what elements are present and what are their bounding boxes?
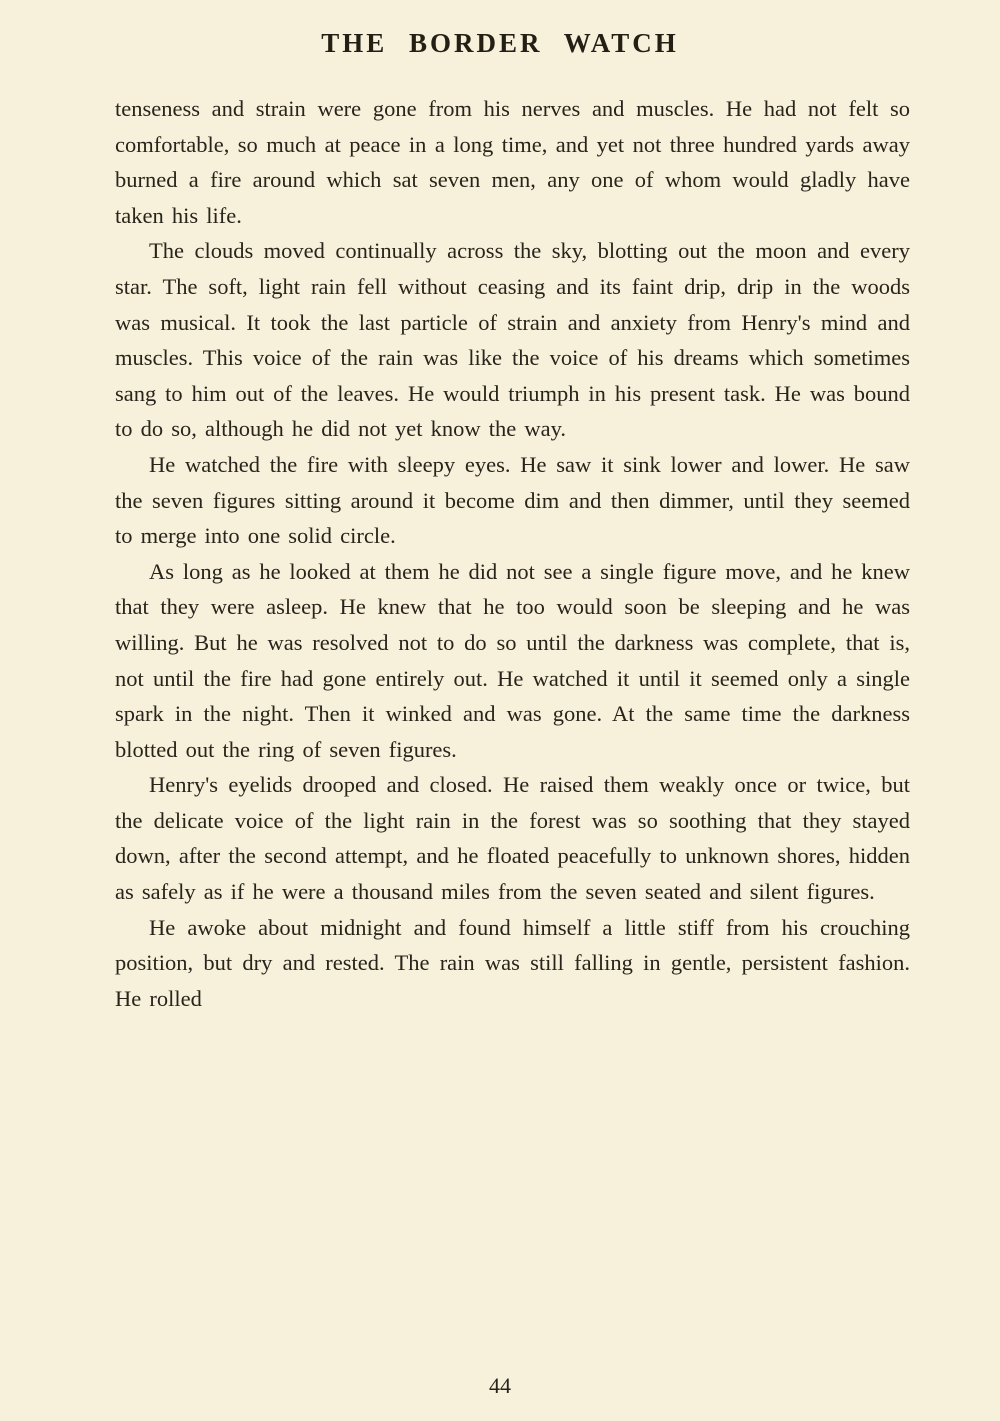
paragraph: He watched the fire with sleepy eyes. He saw it sink lower and lower. He saw the seven figures sitting around it become dim and then dimmer, until they seemed to merge into one solid circle.: [115, 451, 910, 549]
paragraph: He awoke about midnight and found himself a little stiff from his crouching position, but dry and rested. The rain was still falling in gentle, persistent fashion. He rolled: [115, 914, 910, 1011]
paragraph: Henry's eyelids drooped and closed. He raised them weakly once or twice, but the delicate voice of the light rain in the forest was so soothing that they stayed down, after the second attempt, and he floated peacefully to unknown shores, hidden as safely as if he were a thousand miles from the seven seated and silent figures.: [115, 772, 910, 905]
paragraph: The clouds moved continually across the sky, blotting out the moon and every star. The soft, light rain fell without ceasing and its faint drip, drip in the woods was musical. It took the last particle of strain and anxiety from Henry's mind and muscles. This voice of the rain was like the voice of his dreams which sometimes sang to him out of the leaves. He would triumph in his present task. He was bound to do so, although he did not yet know the way.: [115, 238, 910, 442]
paragraph: tenseness and strain were gone from his nerves and muscles. He had not felt so comfortable, so much at peace in a long time, and yet not three hundred yards away burned a fire around which sat seven men, any one of whom would gladly have taken his life.: [115, 96, 910, 228]
page-title: THE BORDER WATCH: [321, 28, 679, 58]
page-number: 44: [489, 1373, 511, 1398]
page-body: [115, 91, 910, 1016]
paragraph: As long as he looked at them he did not see a single figure move, and he knew that they were asleep. He knew that he too would soon be sleeping and he was willing. But he was resolved not to do so until the darkness was complete, that is, not until the fire had gone entirely out. He watched it until it seemed only a single spark in the night. Then it winked and was gone. At the same time the darkness blotted out the ring of seven figures.: [115, 558, 910, 762]
